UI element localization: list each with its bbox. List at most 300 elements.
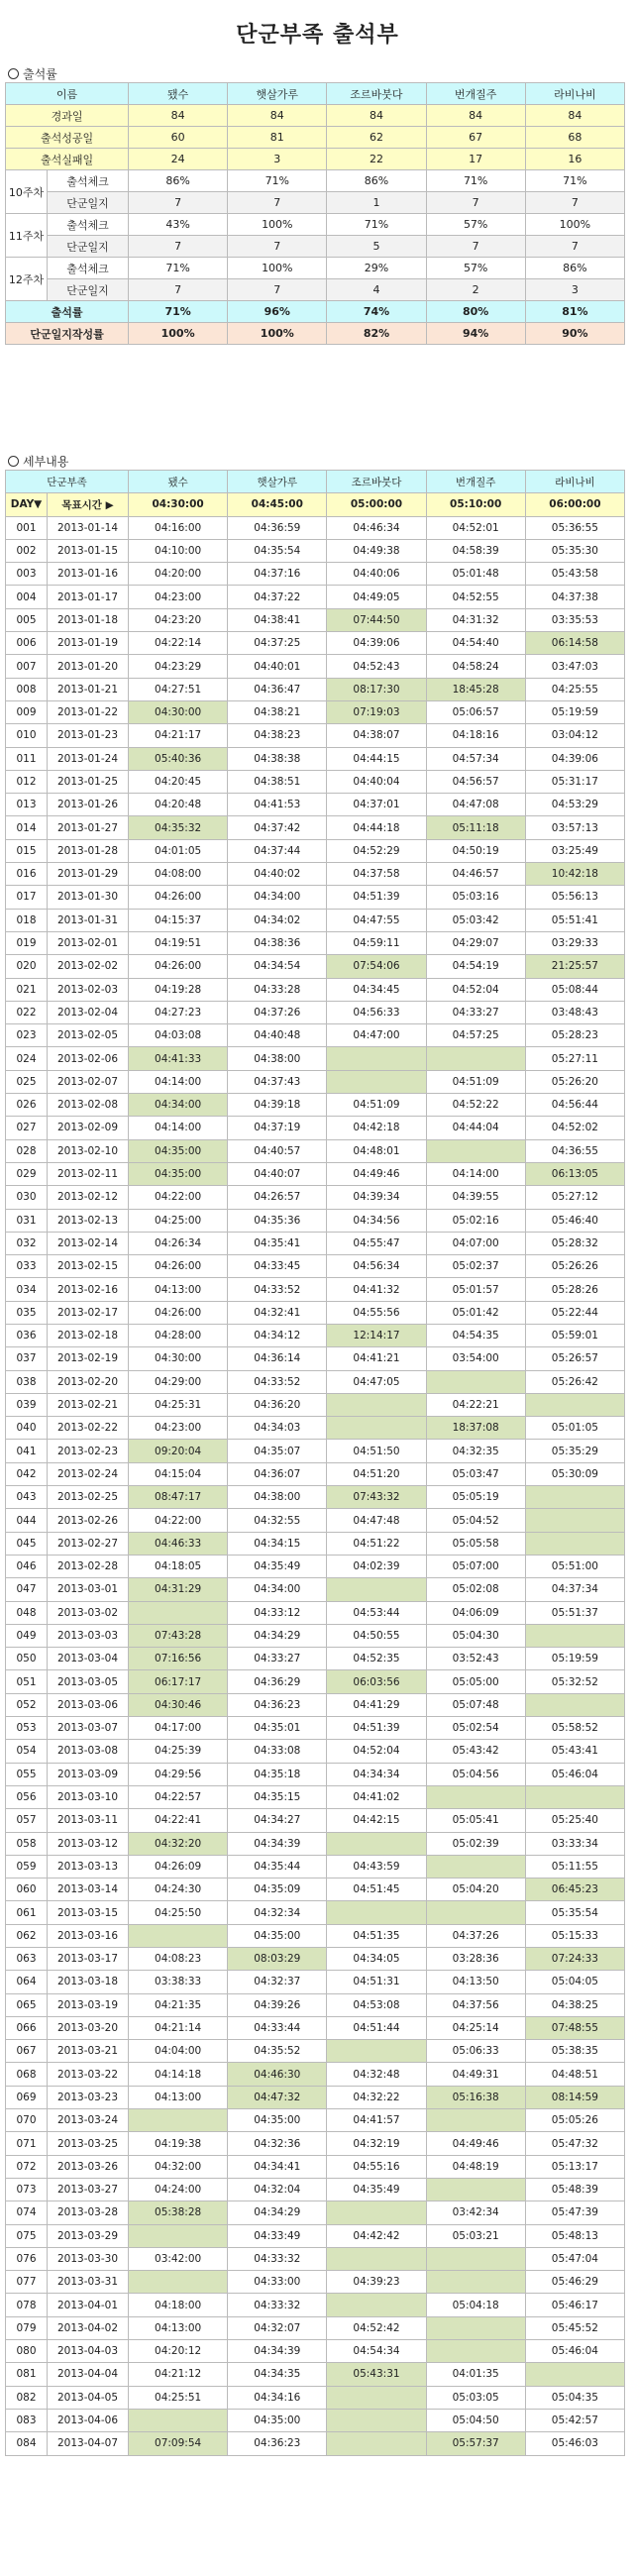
check-in-time: 04:36:55	[525, 1139, 624, 1162]
summary-row-label: 경과일	[6, 105, 129, 127]
check-in-time: 05:32:52	[525, 1670, 624, 1693]
day-date: 2013-02-22	[48, 1417, 129, 1440]
check-in-time: 04:33:27	[426, 1001, 525, 1023]
check-in-time: 04:32:19	[327, 2132, 426, 2155]
check-in-time: 04:34:56	[327, 1209, 426, 1232]
day-row	[6, 2247, 625, 2270]
day-date: 2013-03-24	[48, 2109, 129, 2132]
check-in-time: 05:47:32	[525, 2132, 624, 2155]
day-row	[6, 632, 625, 655]
summary-value: 62	[327, 127, 426, 149]
summary-value: 3	[228, 149, 327, 170]
check-in-time: 04:31:29	[129, 1578, 228, 1601]
check-label: 출석체크	[48, 170, 129, 192]
check-in-time: 04:37:44	[228, 839, 327, 862]
check-in-time: 04:47:05	[327, 1370, 426, 1393]
day-number: 066	[6, 2016, 48, 2039]
check-in-time: 04:56:57	[426, 770, 525, 793]
summary-value: 67	[426, 127, 525, 149]
check-in-time: 04:37:16	[228, 563, 327, 586]
check-in-time: 04:34:16	[228, 2386, 327, 2409]
check-in-time: 04:52:43	[327, 655, 426, 678]
day-row	[6, 1232, 625, 1254]
day-number: 056	[6, 1785, 48, 1808]
day-row	[6, 2432, 625, 2455]
check-in-time: 03:33:34	[525, 1832, 624, 1855]
check-in-time: 04:41:53	[228, 794, 327, 816]
check-in-time: 04:33:00	[228, 2271, 327, 2294]
rate-value: 81%	[525, 301, 624, 323]
diary-value: 7	[525, 192, 624, 214]
check-in-time: 04:20:12	[129, 2340, 228, 2363]
day-date: 2013-02-08	[48, 1094, 129, 1117]
day-row	[6, 1162, 625, 1185]
day-row	[6, 1555, 625, 1577]
check-in-time: 04:40:06	[327, 563, 426, 586]
check-in-time: 05:07:48	[426, 1693, 525, 1716]
check-in-time: 04:39:06	[525, 747, 624, 770]
check-in-time: 04:33:12	[228, 1601, 327, 1624]
detail-header-row	[6, 471, 625, 493]
day-number: 038	[6, 1370, 48, 1393]
check-in-time: 04:41:57	[327, 2109, 426, 2132]
check-in-time: 04:22:21	[426, 1393, 525, 1416]
day-date: 2013-01-28	[48, 839, 129, 862]
day-row	[6, 608, 625, 631]
check-in-time: 04:37:43	[228, 1070, 327, 1093]
check-value: 71%	[426, 170, 525, 192]
day-date: 2013-04-03	[48, 2340, 129, 2363]
summary-value: 84	[426, 105, 525, 127]
check-in-time: 04:15:37	[129, 909, 228, 931]
day-number: 022	[6, 1001, 48, 1023]
check-in-time: 04:49:05	[327, 586, 426, 608]
check-in-time: 04:52:22	[426, 1094, 525, 1117]
day-row	[6, 863, 625, 886]
day-row	[6, 539, 625, 562]
check-in-time: 04:44:15	[327, 747, 426, 770]
day-number: 028	[6, 1139, 48, 1162]
day-date: 2013-02-25	[48, 1486, 129, 1509]
day-row	[6, 2409, 625, 2431]
week-diary-row	[6, 279, 625, 301]
check-in-time: 04:39:34	[327, 1186, 426, 1209]
check-in-time: 05:35:30	[525, 539, 624, 562]
day-row	[6, 794, 625, 816]
check-in-time: 04:21:35	[129, 1993, 228, 2016]
check-in-time: 05:05:26	[525, 2109, 624, 2132]
day-number: 016	[6, 863, 48, 886]
check-in-time: 04:52:55	[426, 586, 525, 608]
check-in-time: 04:35:54	[228, 539, 327, 562]
check-in-time: 04:35:36	[228, 1209, 327, 1232]
check-in-time: 04:39:23	[327, 2271, 426, 2294]
check-in-time: 05:04:05	[525, 1971, 624, 1993]
check-in-time: 04:44:04	[426, 1117, 525, 1139]
day-number: 006	[6, 632, 48, 655]
day-row	[6, 1139, 625, 1162]
day-number: 081	[6, 2363, 48, 2386]
check-in-time: 05:43:42	[426, 1740, 525, 1763]
check-in-time: 05:04:50	[426, 2409, 525, 2431]
day-number: 072	[6, 2155, 48, 2178]
check-in-time: 04:26:00	[129, 1301, 228, 1324]
day-number: 073	[6, 2178, 48, 2200]
check-in-time: 07:16:56	[129, 1648, 228, 1670]
check-in-time: 04:26:00	[129, 886, 228, 909]
check-in-time	[129, 1924, 228, 1947]
check-in-time	[426, 1785, 525, 1808]
check-in-time: 04:59:11	[327, 931, 426, 954]
check-in-time	[525, 2363, 624, 2386]
check-in-time: 04:25:50	[129, 1901, 228, 1924]
day-row	[6, 1024, 625, 1047]
day-row	[6, 1209, 625, 1232]
day-number: 008	[6, 678, 48, 700]
check-in-time: 04:55:16	[327, 2155, 426, 2178]
day-number: 075	[6, 2224, 48, 2247]
check-in-time: 04:35:07	[228, 1440, 327, 1462]
check-in-time: 04:49:38	[327, 539, 426, 562]
rate-value: 74%	[327, 301, 426, 323]
check-in-time: 04:57:34	[426, 747, 525, 770]
check-in-time: 05:03:21	[426, 2224, 525, 2247]
rate-value: 71%	[129, 301, 228, 323]
check-in-time: 04:35:32	[129, 816, 228, 839]
day-number: 031	[6, 1209, 48, 1232]
day-row	[6, 955, 625, 978]
day-number: 009	[6, 700, 48, 723]
day-date: 2013-02-04	[48, 1001, 129, 1023]
check-in-time: 04:26:34	[129, 1232, 228, 1254]
check-in-time: 04:19:51	[129, 931, 228, 954]
day-row	[6, 886, 625, 909]
check-in-time: 04:35:00	[228, 2109, 327, 2132]
check-in-time: 04:32:34	[228, 1901, 327, 1924]
check-in-time: 04:41:32	[327, 1278, 426, 1301]
summary-value: 84	[327, 105, 426, 127]
check-in-time: 05:03:42	[426, 909, 525, 931]
check-in-time: 04:42:42	[327, 2224, 426, 2247]
check-in-time: 04:52:42	[327, 2316, 426, 2339]
check-in-time: 04:36:07	[228, 1462, 327, 1485]
day-row	[6, 1001, 625, 1023]
check-in-time: 04:32:55	[228, 1509, 327, 1532]
check-in-time: 04:42:15	[327, 1809, 426, 1832]
diary-label: 단군일지	[48, 236, 129, 258]
check-in-time: 04:52:04	[426, 978, 525, 1001]
check-in-time: 05:06:33	[426, 2040, 525, 2063]
page-title: 단군부족 출석부	[236, 23, 399, 48]
day-date: 2013-02-01	[48, 931, 129, 954]
check-in-time: 05:01:48	[426, 563, 525, 586]
check-in-time	[327, 1578, 426, 1601]
check-in-time: 04:22:14	[129, 632, 228, 655]
check-in-time: 04:40:48	[228, 1024, 327, 1047]
day-label: DAY▼	[6, 493, 48, 516]
check-in-time: 04:08:23	[129, 1948, 228, 1971]
check-in-time: 05:19:59	[525, 1648, 624, 1670]
diary-value: 7	[129, 192, 228, 214]
check-in-time: 04:34:39	[228, 1832, 327, 1855]
check-in-time: 07:09:54	[129, 2432, 228, 2455]
check-in-time: 05:03:47	[426, 1462, 525, 1485]
check-in-time	[426, 2109, 525, 2132]
summary-value: 22	[327, 149, 426, 170]
check-in-time: 04:40:02	[228, 863, 327, 886]
check-value: 100%	[228, 214, 327, 236]
day-row	[6, 724, 625, 747]
day-number: 074	[6, 2201, 48, 2224]
check-in-time: 03:57:13	[525, 816, 624, 839]
check-in-time: 04:33:32	[228, 2247, 327, 2270]
day-date: 2013-02-18	[48, 1324, 129, 1346]
diary-value: 2	[426, 279, 525, 301]
check-in-time: 04:52:01	[426, 516, 525, 539]
day-date: 2013-03-23	[48, 2086, 129, 2108]
day-number: 015	[6, 839, 48, 862]
day-date: 2013-02-09	[48, 1117, 129, 1139]
day-date: 2013-01-31	[48, 909, 129, 931]
day-date: 2013-03-28	[48, 2201, 129, 2224]
day-number: 029	[6, 1162, 48, 1185]
check-in-time: 04:48:19	[426, 2155, 525, 2178]
day-date: 2013-03-26	[48, 2155, 129, 2178]
check-in-time	[525, 1624, 624, 1647]
member-name-header: 번개질주	[426, 471, 525, 493]
check-in-time: 04:39:06	[327, 632, 426, 655]
day-date: 2013-02-14	[48, 1232, 129, 1254]
check-in-time: 05:02:16	[426, 1209, 525, 1232]
day-number: 050	[6, 1648, 48, 1670]
check-in-time: 08:03:29	[228, 1948, 327, 1971]
day-date: 2013-01-29	[48, 863, 129, 886]
check-in-time: 04:34:29	[228, 1624, 327, 1647]
day-date: 2013-03-20	[48, 2016, 129, 2039]
check-in-time: 04:25:14	[426, 2016, 525, 2039]
week-diary-row	[6, 236, 625, 258]
check-in-time	[525, 1532, 624, 1555]
check-value: 86%	[525, 258, 624, 279]
check-in-time: 04:56:44	[525, 1094, 624, 1117]
day-date: 2013-03-12	[48, 1832, 129, 1855]
check-in-time: 04:29:00	[129, 1370, 228, 1393]
check-in-time: 04:01:05	[129, 839, 228, 862]
check-in-time	[327, 2386, 426, 2409]
target-time: 04:45:00	[228, 493, 327, 516]
check-in-time	[129, 1601, 228, 1624]
day-row	[6, 1971, 625, 1993]
day-number: 046	[6, 1555, 48, 1577]
day-date: 2013-03-21	[48, 2040, 129, 2063]
day-date: 2013-02-17	[48, 1301, 129, 1324]
day-date: 2013-02-20	[48, 1370, 129, 1393]
day-number: 062	[6, 1924, 48, 1947]
check-in-time: 04:54:19	[426, 955, 525, 978]
check-in-time	[426, 2247, 525, 2270]
day-number: 054	[6, 1740, 48, 1763]
rate-row	[6, 301, 625, 323]
check-in-time: 05:48:13	[525, 2224, 624, 2247]
check-in-time: 05:04:20	[426, 1878, 525, 1901]
week-check-row	[6, 170, 625, 192]
check-in-time: 04:54:34	[327, 2340, 426, 2363]
check-in-time: 04:37:56	[426, 1993, 525, 2016]
day-row	[6, 1278, 625, 1301]
target-time: 06:00:00	[525, 493, 624, 516]
day-number: 010	[6, 724, 48, 747]
tribe-header: 단군부족	[6, 471, 129, 493]
check-in-time: 04:14:00	[129, 1070, 228, 1093]
day-date: 2013-03-27	[48, 2178, 129, 2200]
day-number: 023	[6, 1024, 48, 1047]
check-in-time: 04:33:52	[228, 1370, 327, 1393]
day-number: 068	[6, 2063, 48, 2086]
day-number: 039	[6, 1393, 48, 1416]
check-in-time: 04:19:38	[129, 2132, 228, 2155]
check-in-time: 04:36:59	[228, 516, 327, 539]
day-number: 076	[6, 2247, 48, 2270]
check-in-time: 04:51:20	[327, 1462, 426, 1485]
check-in-time: 04:29:56	[129, 1763, 228, 1785]
check-in-time: 05:47:39	[525, 2201, 624, 2224]
day-row	[6, 1948, 625, 1971]
check-in-time: 04:23:20	[129, 608, 228, 631]
day-number: 082	[6, 2386, 48, 2409]
check-in-time: 04:26:57	[228, 1186, 327, 1209]
week-check-row	[6, 258, 625, 279]
check-in-time: 04:35:44	[228, 1855, 327, 1878]
check-in-time: 04:43:59	[327, 1855, 426, 1878]
check-in-time: 04:27:51	[129, 678, 228, 700]
check-in-time	[327, 1417, 426, 1440]
check-in-time: 04:17:00	[129, 1717, 228, 1740]
day-date: 2013-03-10	[48, 1785, 129, 1808]
check-in-time: 04:35:52	[228, 2040, 327, 2063]
day-number: 053	[6, 1717, 48, 1740]
check-in-time: 05:01:42	[426, 1301, 525, 1324]
check-in-time: 05:31:17	[525, 770, 624, 793]
check-in-time: 05:02:54	[426, 1717, 525, 1740]
check-in-time: 04:46:30	[228, 2063, 327, 2086]
check-in-time: 05:27:11	[525, 1047, 624, 1070]
day-number: 083	[6, 2409, 48, 2431]
check-value: 57%	[426, 214, 525, 236]
day-date: 2013-02-11	[48, 1162, 129, 1185]
day-row	[6, 1763, 625, 1785]
check-in-time: 04:35:00	[228, 2409, 327, 2431]
check-in-time: 04:13:00	[129, 2316, 228, 2339]
check-in-time: 03:28:36	[426, 1948, 525, 1971]
diary-label: 단군일지	[48, 192, 129, 214]
day-number: 064	[6, 1971, 48, 1993]
check-in-time: 04:39:18	[228, 1094, 327, 1117]
check-in-time: 04:30:00	[129, 1347, 228, 1370]
check-in-time: 04:29:07	[426, 931, 525, 954]
check-in-time: 04:14:00	[129, 1117, 228, 1139]
day-date: 2013-02-10	[48, 1139, 129, 1162]
check-in-time: 05:42:57	[525, 2409, 624, 2431]
check-in-time: 03:35:53	[525, 608, 624, 631]
day-date: 2013-02-06	[48, 1047, 129, 1070]
day-date: 2013-04-06	[48, 2409, 129, 2431]
day-row	[6, 1740, 625, 1763]
check-in-time: 07:43:28	[129, 1624, 228, 1647]
day-number: 048	[6, 1601, 48, 1624]
day-date: 2013-03-30	[48, 2247, 129, 2270]
check-in-time: 04:32:36	[228, 2132, 327, 2155]
check-in-time: 04:41:33	[129, 1047, 228, 1070]
check-in-time: 05:02:39	[426, 1832, 525, 1855]
check-in-time	[327, 2040, 426, 2063]
day-row	[6, 1094, 625, 1117]
day-date: 2013-01-22	[48, 700, 129, 723]
check-in-time: 04:22:00	[129, 1186, 228, 1209]
check-in-time: 04:38:21	[228, 700, 327, 723]
rate-value: 96%	[228, 301, 327, 323]
check-in-time	[525, 1509, 624, 1532]
day-number: 034	[6, 1278, 48, 1301]
check-in-time	[426, 1047, 525, 1070]
day-number: 058	[6, 1832, 48, 1855]
check-in-time: 04:53:08	[327, 1993, 426, 2016]
diary-rate-value: 100%	[228, 323, 327, 345]
check-in-time: 05:05:19	[426, 1486, 525, 1509]
day-number: 036	[6, 1324, 48, 1346]
day-row	[6, 978, 625, 1001]
check-in-time: 04:14:18	[129, 2063, 228, 2086]
check-in-time: 05:58:52	[525, 1717, 624, 1740]
check-in-time: 04:32:41	[228, 1301, 327, 1324]
day-number: 059	[6, 1855, 48, 1878]
check-in-time: 05:01:57	[426, 1278, 525, 1301]
check-in-time: 05:51:00	[525, 1555, 624, 1577]
check-in-time: 03:38:33	[129, 1971, 228, 1993]
check-in-time: 04:34:41	[228, 2155, 327, 2178]
day-row	[6, 931, 625, 954]
diary-value: 7	[129, 236, 228, 258]
check-in-time: 04:25:39	[129, 1740, 228, 1763]
check-in-time: 05:59:01	[525, 1324, 624, 1346]
day-row	[6, 1370, 625, 1393]
check-in-time: 04:34:45	[327, 978, 426, 1001]
check-in-time: 04:51:09	[426, 1070, 525, 1093]
check-in-time: 04:58:39	[426, 539, 525, 562]
target-time: 04:30:00	[129, 493, 228, 516]
check-in-time: 05:30:09	[525, 1462, 624, 1485]
check-in-time: 05:11:55	[525, 1855, 624, 1878]
day-number: 037	[6, 1347, 48, 1370]
day-date: 2013-01-15	[48, 539, 129, 562]
check-in-time: 04:39:55	[426, 1186, 525, 1209]
check-in-time: 04:32:20	[129, 1832, 228, 1855]
check-in-time: 04:21:12	[129, 2363, 228, 2386]
day-number: 077	[6, 2271, 48, 2294]
check-in-time: 04:47:32	[228, 2086, 327, 2108]
check-in-time: 04:23:00	[129, 586, 228, 608]
check-in-time: 04:18:00	[129, 2294, 228, 2316]
day-date: 2013-01-19	[48, 632, 129, 655]
check-in-time	[426, 1901, 525, 1924]
check-in-time: 04:33:08	[228, 1740, 327, 1763]
check-in-time: 04:33:27	[228, 1648, 327, 1670]
day-number: 027	[6, 1117, 48, 1139]
member-name-header: 조르바붓다	[327, 83, 426, 105]
summary-row	[6, 149, 625, 170]
day-number: 040	[6, 1417, 48, 1440]
check-in-time: 04:46:57	[426, 863, 525, 886]
day-date: 2013-03-01	[48, 1578, 129, 1601]
